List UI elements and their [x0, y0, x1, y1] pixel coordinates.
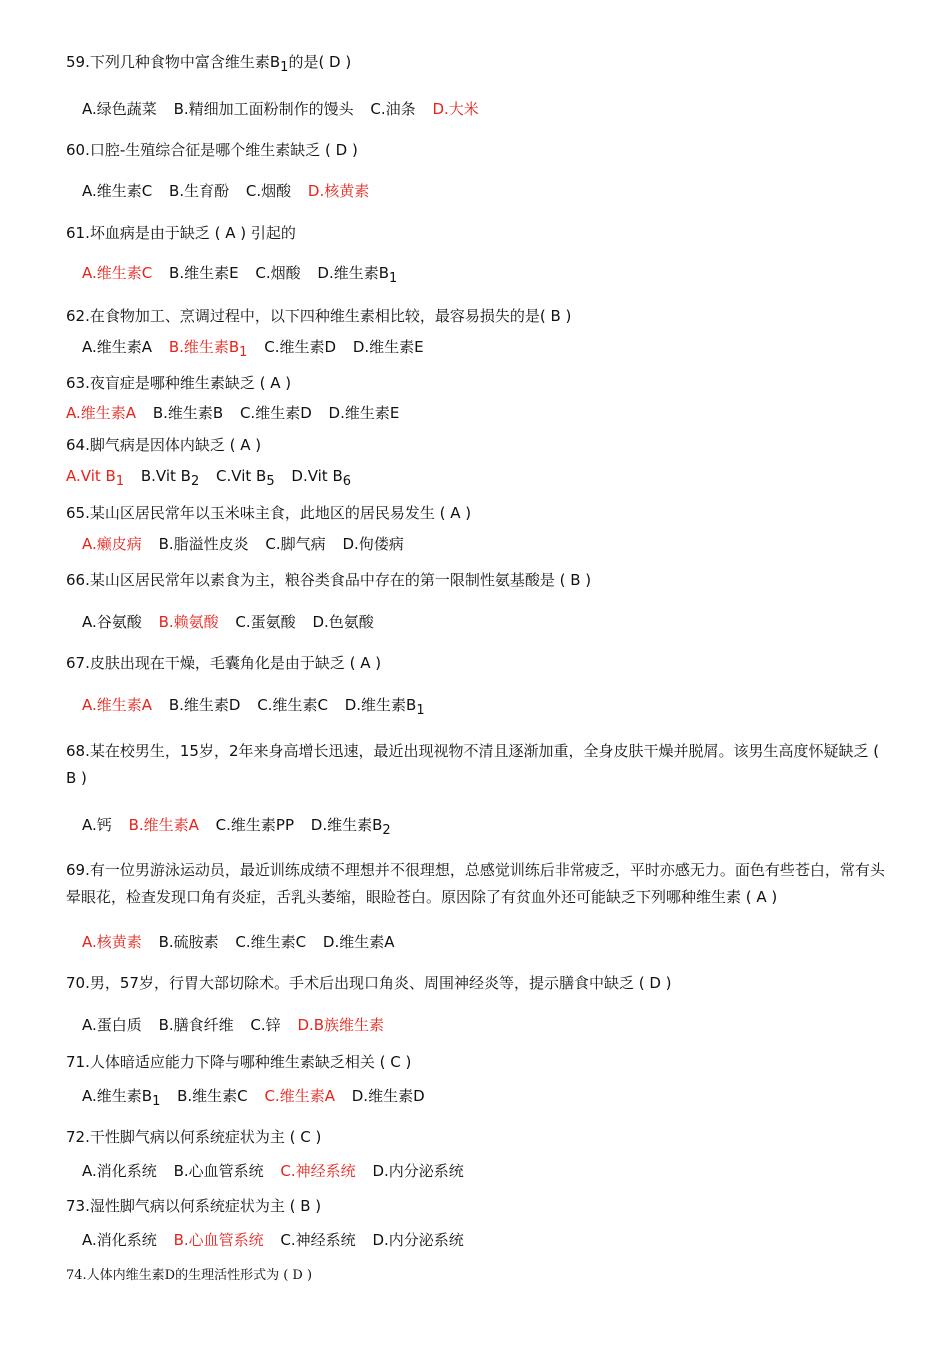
option-a: A.钙 — [82, 816, 112, 834]
option-a: A.蛋白质 — [82, 1016, 142, 1034]
option-b-answer: B.心血管系统 — [173, 1231, 264, 1249]
option-a: A.消化系统 — [82, 1231, 157, 1249]
option-a: A.消化系统 — [82, 1162, 157, 1180]
subscript: 1 — [152, 1094, 161, 1109]
option-b: B.精细加工面粉制作的馒头 — [173, 100, 354, 118]
question-70: 70.男，57岁，行胃大部切除术。手术后出现口角炎、周围神经炎等，提示膳食中缺乏 ( D ) — [66, 974, 672, 992]
subscript: 2 — [382, 823, 391, 838]
option-c-answer: C.维生素A — [264, 1087, 335, 1105]
question-69: 69.有一位男游泳运动员，最近训练成绩不理想并不很理想，总感觉训练后非常疲乏，平时亦感无力。面色有些苍白，常有头晕眼花，检查发现口角有炎症，舌乳头萎缩，眼睑苍白。原因除了有贫血外还可能缺乏下列哪种维生素 ( A ) — [66, 861, 885, 906]
options-69 — [82, 932, 407, 952]
option-b-text: B.维生素B — [168, 338, 240, 356]
subscript: 2 — [190, 474, 200, 489]
option-a: A.维生素C — [82, 182, 153, 200]
option-d: D.维生素E — [328, 404, 400, 422]
option-c: C.维生素D — [239, 404, 312, 422]
options-59 — [82, 99, 491, 119]
option-a-answer: A.维生素A — [82, 696, 153, 714]
question-65: 65.某山区居民常年以玉米味主食，此地区的居民易发生 ( A ) — [66, 504, 472, 522]
option-d-answer: D.大米 — [432, 100, 479, 118]
option-d: D.维生素E — [352, 338, 424, 356]
options-65 — [82, 534, 416, 554]
subscript: 6 — [342, 474, 352, 489]
option-d: D.内分泌系统 — [372, 1231, 464, 1249]
option-c-text: C.Vit B — [216, 467, 267, 485]
option-a-text: A.维生素B — [82, 1087, 153, 1105]
option-b — [140, 466, 200, 489]
options-71 — [82, 1086, 437, 1109]
question-60: 60.口腔-生殖综合征是哪个维生素缺乏 ( D ) — [66, 141, 358, 159]
options-67 — [82, 695, 437, 718]
question-68: 68.某在校男生，15岁，2年来身高增长迅速，最近出现视物不清且逐渐加重，全身皮肤干燥并脱屑。该男生高度怀疑缺乏 ( B ) — [66, 742, 880, 787]
option-b: B.心血管系统 — [173, 1162, 264, 1180]
option-d-text: D.Vit B — [291, 467, 343, 485]
question-61: 61.坏血病是由于缺乏 ( A ) 引起的 — [66, 224, 296, 242]
option-c-answer: C.神经系统 — [280, 1162, 356, 1180]
option-c: C.神经系统 — [280, 1231, 356, 1249]
question-73: 73.湿性脚气病以何系统症状为主 ( B ) — [66, 1197, 322, 1215]
option-b-answer: B.赖氨酸 — [158, 613, 219, 631]
option-a-answer: A.癞皮病 — [82, 535, 142, 553]
option-b: B.维生素C — [177, 1087, 248, 1105]
option-d — [310, 815, 391, 838]
option-d: D.维生素D — [351, 1087, 425, 1105]
question-67: 67.皮肤出现在干燥，毛囊角化是由于缺乏 ( A ) — [66, 654, 382, 672]
option-b-answer: B.维生素A — [128, 816, 199, 834]
option-d — [291, 466, 352, 489]
option-c: C.维生素C — [235, 933, 307, 951]
question-74: 74.人体内维生素D的生理活性形式为 ( D ) — [66, 1268, 313, 1283]
option-c: C.蛋氨酸 — [235, 613, 296, 631]
options-64 — [66, 466, 363, 489]
option-b-answer — [168, 337, 248, 360]
options-66 — [82, 612, 386, 632]
option-d: D.内分泌系统 — [372, 1162, 464, 1180]
options-72 — [82, 1161, 476, 1181]
option-a — [82, 1086, 161, 1109]
option-b: B.膳食纤维 — [158, 1016, 234, 1034]
option-b: B.维生素E — [169, 264, 239, 282]
option-b: B.维生素D — [168, 696, 241, 714]
option-c: C.烟酸 — [245, 182, 292, 200]
question-62: 62.在食物加工、烹调过程中，以下四种维生素相比较，最容易损失的是( B ) — [66, 307, 572, 325]
option-c: C.维生素C — [257, 696, 328, 714]
option-d: D.维生素A — [322, 933, 395, 951]
question-59 — [66, 52, 352, 75]
option-d-text: D.维生素B — [317, 264, 389, 282]
question-63: 63.夜盲症是哪种维生素缺乏 ( A ) — [66, 374, 292, 392]
option-c: C.脚气病 — [265, 535, 326, 553]
option-b: B.脂溢性皮炎 — [158, 535, 249, 553]
question-66: 66.某山区居民常年以素食为主，粮谷类食品中存在的第一限制性氨基酸是 ( B ) — [66, 571, 592, 589]
options-70 — [82, 1015, 396, 1035]
option-b: B.维生素B — [152, 404, 224, 422]
option-c: C.维生素PP — [215, 816, 295, 834]
options-73 — [82, 1230, 476, 1250]
question-72: 72.干性脚气病以何系统症状为主 ( C ) — [66, 1128, 322, 1146]
option-d: D.佝偻病 — [342, 535, 404, 553]
question-64: 64.脚气病是因体内缺乏 ( A ) — [66, 436, 262, 454]
option-c: C.烟酸 — [255, 264, 301, 282]
options-68 — [82, 815, 403, 838]
option-d-answer: D.核黄素 — [307, 182, 370, 200]
option-c: C.油条 — [370, 100, 416, 118]
subscript: 1 — [416, 703, 425, 718]
subscript: 1 — [115, 474, 125, 489]
option-d — [317, 263, 398, 286]
option-b: B.硫胺素 — [158, 933, 219, 951]
question-text: 59.下列几种食物中富含维生素B — [66, 53, 281, 71]
option-d-text: D.维生素B — [310, 816, 383, 834]
option-b-text: B.Vit B — [140, 467, 191, 485]
option-d — [344, 695, 425, 718]
option-a: A.绿色蔬菜 — [82, 100, 157, 118]
options-60 — [82, 181, 381, 201]
option-a: A.维生素A — [82, 338, 153, 356]
option-a-answer: A.核黄素 — [82, 933, 142, 951]
option-a-answer: A.维生素C — [82, 264, 153, 282]
option-d: D.色氨酸 — [312, 613, 374, 631]
option-d-text: D.维生素B — [344, 696, 417, 714]
options-62 — [82, 337, 436, 360]
subscript: 1 — [280, 60, 289, 75]
option-a-answer: A.维生素A — [66, 404, 137, 422]
option-c — [216, 466, 275, 489]
option-c: C.锌 — [250, 1016, 281, 1034]
option-b: B.生育酚 — [169, 182, 230, 200]
subscript: 1 — [389, 271, 398, 286]
option-c: C.维生素D — [264, 338, 337, 356]
subscript: 1 — [239, 345, 248, 360]
option-a: A.谷氨酸 — [82, 613, 142, 631]
options-63 — [66, 403, 411, 423]
option-a-text: A.Vit B — [66, 467, 116, 485]
question-text: 的是( D ) — [288, 53, 352, 71]
options-61 — [82, 263, 409, 286]
option-d-answer: D.B族维生素 — [297, 1016, 385, 1034]
option-a-answer — [66, 466, 125, 489]
subscript: 5 — [266, 474, 275, 489]
question-71: 71.人体暗适应能力下降与哪种维生素缺乏相关 ( C ) — [66, 1053, 412, 1071]
